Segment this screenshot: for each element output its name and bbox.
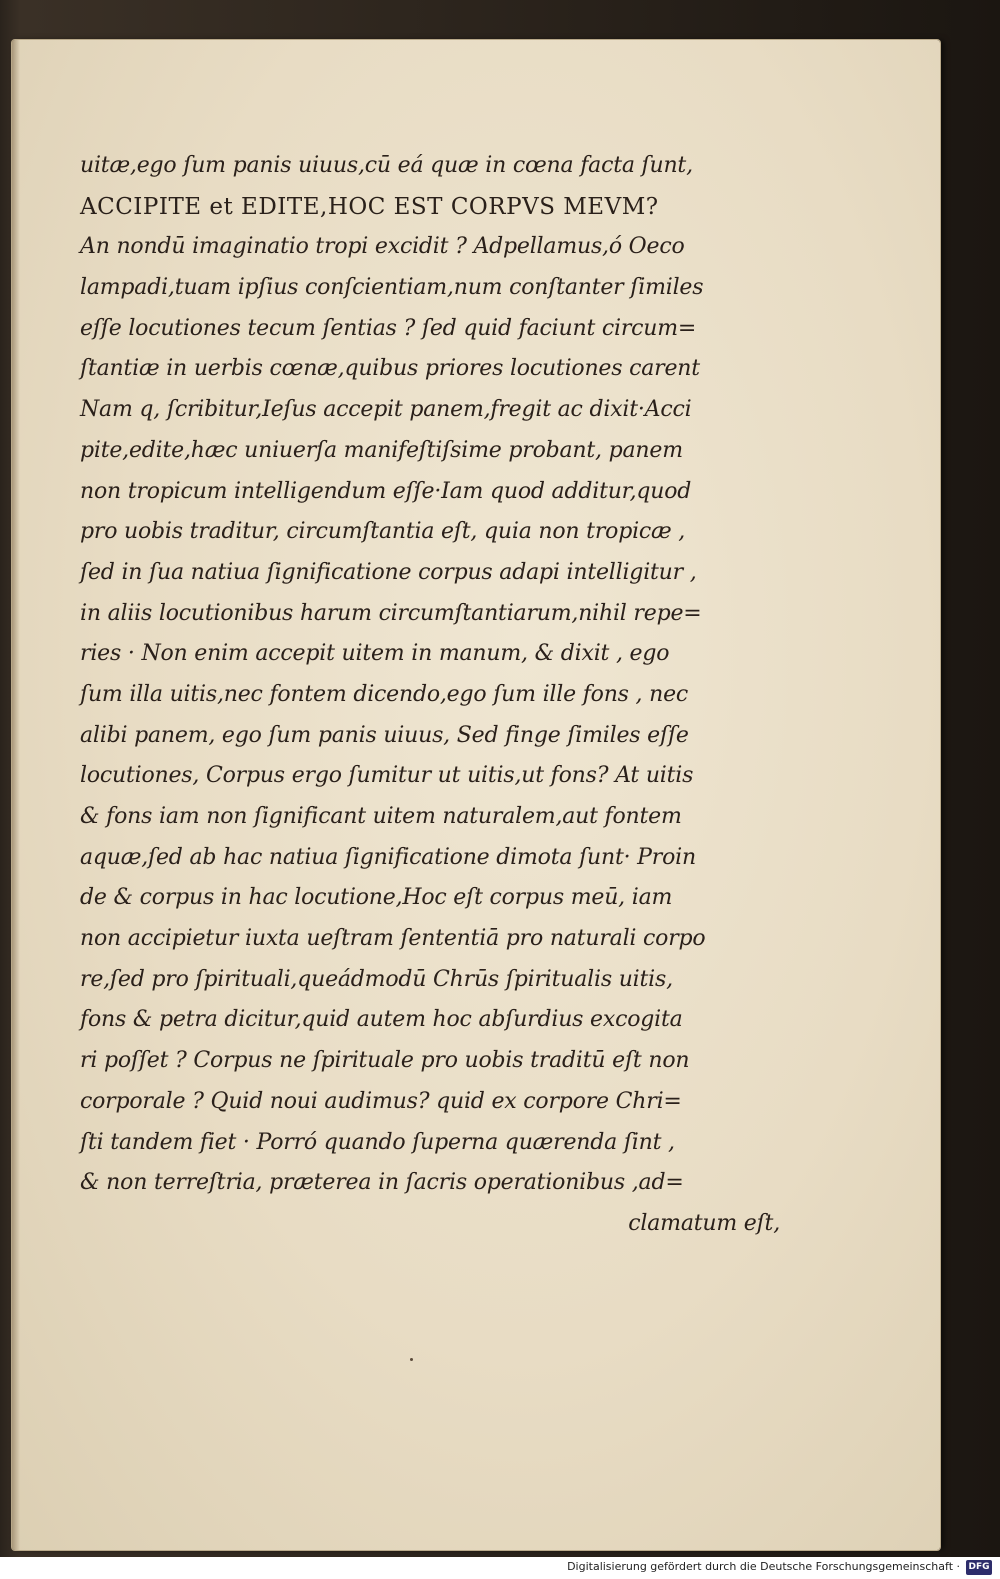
text-line-24: corporale ? Quid noui audimus? quid ex corpore Chri= — [80, 1088, 682, 1114]
digitization-footer — [0, 1557, 1000, 1579]
text-line-10: pro uobis traditur, circumſtantia eſt, quia non tropicæ , — [80, 519, 686, 545]
catchword-line: clamatum eſt, — [628, 1210, 780, 1236]
text-line-12: in aliis locutionibus harum circumſtantiarum,nihil repe= — [80, 600, 702, 626]
text-line-18: aquæ,ſed ab hac natiua ſignificatione dimota ſunt· Proin — [80, 844, 696, 870]
text-line-5: eſſe locutiones tecum ſentias ? ſed quid faciunt circum= — [80, 315, 697, 341]
text-line-8: pite,edite,hæc uniuerſa manifeſtiſsime probant, panem — [80, 437, 683, 463]
text-line-23: ri poſſet ? Corpus ne ſpirituale pro uobis traditū eſt non — [80, 1048, 690, 1074]
page-gutter-shadow — [12, 40, 20, 1550]
text-line-25: ſti tandem fiet · Porró quando ſuperna quærenda ſint , — [80, 1129, 675, 1155]
text-line-1: uitæ,ego ſum panis uiuus,cū eá quæ in cœna facta ſunt, — [80, 153, 693, 178]
text-line-20: non accipietur iuxta ueſtram ſententiā pro naturali corpo — [80, 926, 706, 952]
text-line-9: non tropicum intelligendum eſſe·Iam quod additur,quod — [80, 478, 692, 504]
text-line-19: de & corpus in hac locutione,Hoc eſt corpus meū, iam — [80, 885, 673, 911]
book-page — [12, 40, 940, 1550]
text-line-16: locutiones, Corpus ergo ſumitur ut uitis,ut fons? At uitis — [80, 763, 694, 789]
text-line-14: ſum illa uitis,nec fontem dicendo,ego ſum ille fons , nec — [80, 681, 689, 707]
text-line-15: alibi panem, ego ſum panis uiuus, Sed finge ſimiles eſſe — [80, 722, 689, 748]
page-text-block — [80, 146, 780, 1245]
text-line-17: & fons iam non ſignificant uitem naturalem,aut fontem — [80, 804, 682, 829]
text-line-6: ſtantiæ in uerbis cœnæ,quibus priores locutiones carent — [80, 356, 700, 382]
text-line-3: An nondū imaginatio tropi excidit ? Adpellamus,ó Oeco — [80, 234, 685, 260]
funding-credit-text: Digitalisierung gefördert durch die Deutsche Forschungsgemeinschaft · — [567, 1560, 960, 1573]
text-line-2: ACCIPITE et EDITE,HOC EST CORPVS MEVM? — [80, 193, 659, 220]
ink-speck — [410, 1358, 413, 1361]
dfg-logo-icon: DFG — [966, 1560, 992, 1575]
text-line-7: Nam q, ſcribitur,Ieſus accepit panem,fregit ac dixit·Acci — [80, 397, 692, 423]
text-line-11: ſed in ſua natiua ſignificatione corpus adapi intelligitur , — [80, 559, 697, 585]
text-line-4: lampadi,tuam ipſius conſcientiam,num conſtanter ſimiles — [80, 275, 704, 301]
text-line-13: ries · Non enim accepit uitem in manum, & dixit , ego — [80, 641, 670, 667]
text-line-22: fons & petra dicitur,quid autem hoc abſurdius excogita — [80, 1007, 683, 1033]
text-line-26: & non terreſtria, præterea in ſacris operationibus ,ad= — [80, 1170, 684, 1196]
text-line-21: re,ſed pro ſpirituali,queádmodū Chrūs ſpiritualis uitis, — [80, 966, 673, 992]
